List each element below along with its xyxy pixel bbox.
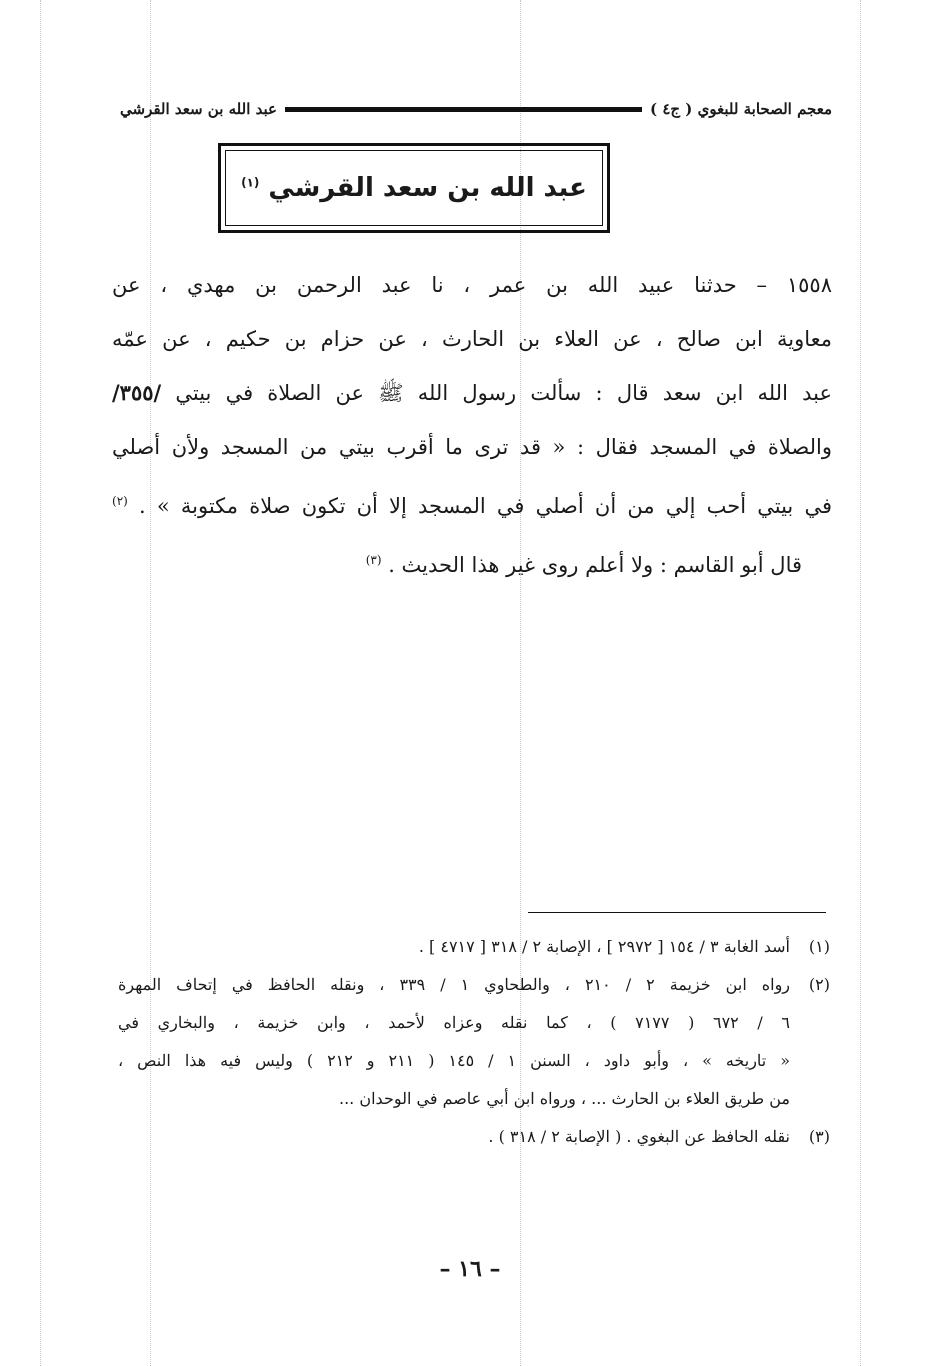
footnote-line: نقله الحافظ عن البغوي . ( الإصابة ٢ / ٣١٨ ) . xyxy=(488,1127,790,1146)
chapter-title: عبد الله بن سعد القرشي xyxy=(120,100,277,118)
body-line-3-text: عبد الله ابن سعد قال : سألت رسول الله ﷺ عن الصلاة في بيتي xyxy=(175,381,832,405)
entry-title xyxy=(241,173,587,203)
body-line-5 xyxy=(112,474,832,533)
entry-title-ref: (١) xyxy=(241,175,260,190)
footnote-1 xyxy=(118,928,830,966)
book-title: معجم الصحابة للبغوي ( ج٤ ) xyxy=(650,100,832,118)
hadith-body xyxy=(112,258,832,592)
footnote-line: ٦ / ٦٧٢ ( ٧١٧٧ ) ، كما نقله وعزاه لأحمد ، وابن خزيمة ، والبخاري في xyxy=(118,1013,790,1032)
footnote-number: (٢) xyxy=(808,975,830,994)
footnote-number: (٣) xyxy=(808,1127,830,1146)
running-header xyxy=(120,94,832,124)
body-line-6-text: قال أبو القاسم : ولا أعلم روى غير هذا الحديث . xyxy=(388,553,802,577)
body-line-6 xyxy=(112,533,832,592)
scan-line xyxy=(860,0,861,1366)
footnote-line: من طريق العلاء بن الحارث ... ، ورواه ابن أبي عاصم في الوحدان ... xyxy=(339,1089,790,1108)
footnote-ref-2: (٢) xyxy=(112,494,128,508)
footnote-number: (١) xyxy=(808,937,830,956)
footnote-3 xyxy=(118,1118,830,1156)
body-line-3 xyxy=(112,366,832,420)
footnote-line: رواه ابن خزيمة ٢ / ٢١٠ ، والطحاوي ١ / ٣٣٩ ، ونقله الحافظ في إتحاف المهرة xyxy=(118,975,790,994)
footnotes xyxy=(118,928,830,1156)
body-line-1: ١٥٥٨ – حدثنا عبيد الله بن عمر ، نا عبد الرحمن بن مهدي ، عن xyxy=(112,273,832,297)
footnote-ref-3: (٣) xyxy=(365,553,382,567)
body-line-2: معاوية ابن صالح ، عن العلاء بن الحارث ، عن حزام بن حكيم ، عن عمّه xyxy=(112,327,832,351)
footnote-2 xyxy=(118,966,830,1118)
title-frame-inner xyxy=(225,150,603,226)
folio-marker: /٣٥٥/ xyxy=(112,380,162,405)
footnote-line: « تاريخه » ، وأبو داود ، السنن ١ / ١٤٥ ( ٢١١ و ٢١٢ ) وليس فيه هذا النص ، xyxy=(118,1051,790,1070)
entry-title-text: عبد الله بن سعد القرشي xyxy=(268,173,587,203)
body-line-4: والصلاة في المسجد فقال : « قد ترى ما أقرب بيتي من المسجد ولأن أصلي xyxy=(112,435,832,459)
footnote-line: أسد الغابة ٣ / ١٥٤ [ ٢٩٧٢ ] ، الإصابة ٢ / ٣١٨ [ ٤٧١٧ ] . xyxy=(418,937,790,956)
title-frame xyxy=(218,143,610,233)
footnote-separator xyxy=(528,912,826,913)
page-number: – ١٦ – xyxy=(439,1256,501,1282)
body-line-5-text: في بيتي أحب إلي من أن أصلي في المسجد إلا أن تكون صلاة مكتوبة » . xyxy=(139,494,832,518)
header-rule xyxy=(285,107,642,112)
scan-line xyxy=(40,0,41,1366)
scan-line xyxy=(150,0,151,1366)
